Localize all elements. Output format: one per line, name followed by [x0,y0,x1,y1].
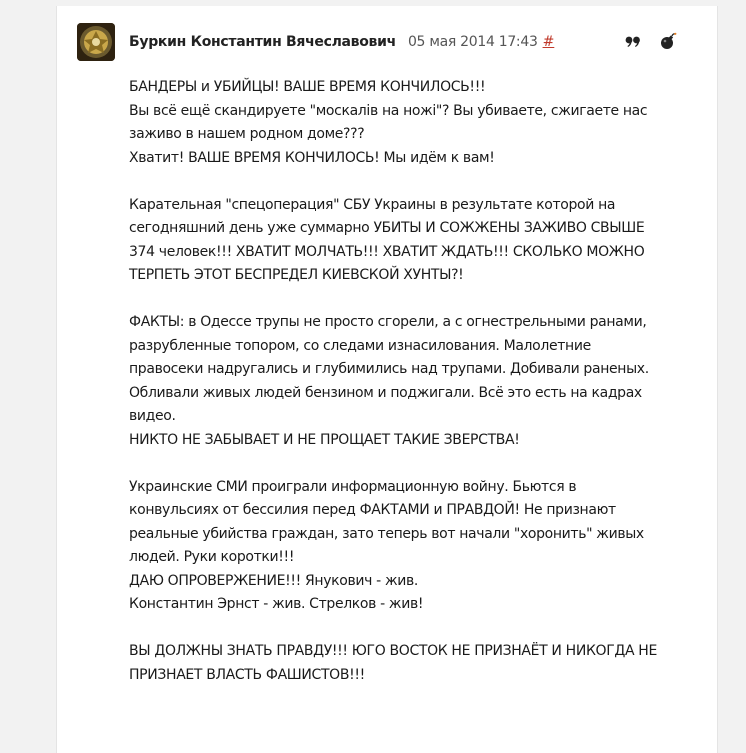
comment-line: ФАКТЫ: в Одессе трупы не просто сгорели, а с огнестрельными ранами, [129,314,647,330]
comment-header [129,34,554,50]
comment-card [56,6,718,753]
comment-line: Украинские СМИ проиграли информационную войну. Бьются в [129,478,577,495]
bomb-icon[interactable] [659,32,677,54]
comment-line: Карательная "спецоперация" СБУ Украины в результате которой на [129,196,616,213]
comment-line: сегодняшний день уже суммарно УБИТЫ И СОЖЖЕНЫ ЗАЖИВО СВЫШЕ [129,220,645,236]
comment-body [129,76,709,711]
comment-line: БАНДЕРЫ и УБИЙЦЫ! ВАШЕ ВРЕМЯ КОНЧИЛОСЬ!!! [129,79,486,95]
comment-line: заживо в нашем родном доме??? [129,126,365,142]
comment-line: ТЕРПЕТЬ ЭТОТ БЕСПРЕДЕЛ КИЕВСКОЙ ХУНТЫ?! [129,267,464,283]
comment-line: Вы всё ещё скандируете "москалів на ножі"? Вы убиваете, сжигаете нас [129,102,648,119]
comment-line: 374 человек!!! ХВАТИТ МОЛЧАТЬ!!! ХВАТИТ ЖДАТЬ!!! СКОЛЬКО МОЖНО [129,243,645,260]
permalink-link[interactable]: # [542,34,555,50]
comment-paragraph [129,640,709,687]
quote-icon[interactable] [625,34,641,53]
comment-line: ПРИЗНАЕТ ВЛАСТЬ ФАШИСТОВ!!! [129,666,365,683]
comment-paragraph [129,76,709,170]
comment-line: Константин Эрнст - жив. Стрелков - жив! [129,596,424,612]
comment-paragraph [129,311,709,452]
comment-line: ВЫ ДОЛЖНЫ ЗНАТЬ ПРАВДУ!!! ЮГО ВОСТОК НЕ ПРИЗНАЁТ И НИКОГДА НЕ [129,643,657,659]
comment-line: реальные убийства граждан, зато теперь вот начали "хоронить" живых [129,525,644,542]
comment-paragraph [129,476,709,617]
comment-line: разрубленные топором, со следами изнасилования. Малолетние [129,337,591,354]
comment-line: Обливали живых людей бензином и поджигали. Всё это есть на кадрах [129,384,642,401]
comment-paragraph [129,194,709,288]
comment-line: Хватит! ВАШЕ ВРЕМЯ КОНЧИЛОСЬ! Мы идём к вам! [129,149,495,166]
comment-date: 05 мая 2014 17:43 [407,34,538,50]
comment-actions [625,32,677,54]
comment-line: видео. [129,408,176,424]
comment-line: правосеки надругались и глубимились над трупами. Добивали раненых. [129,361,649,377]
avatar[interactable] [77,23,115,61]
comment-line: НИКТО НЕ ЗАБЫВАЕТ И НЕ ПРОЩАЕТ ТАКИЕ ЗВЕРСТВА! [129,431,520,448]
comment-line: конвульсиях от бессилия перед ФАКТАМИ и ПРАВДОЙ! Не признают [129,502,616,518]
comment-line: людей. Руки коротки!!! [129,549,295,565]
comment-line: ДАЮ ОПРОВЕРЖЕНИЕ!!! Янукович - жив. [129,572,418,589]
author-name[interactable]: Буркин Константин Вячеславович [129,34,396,50]
